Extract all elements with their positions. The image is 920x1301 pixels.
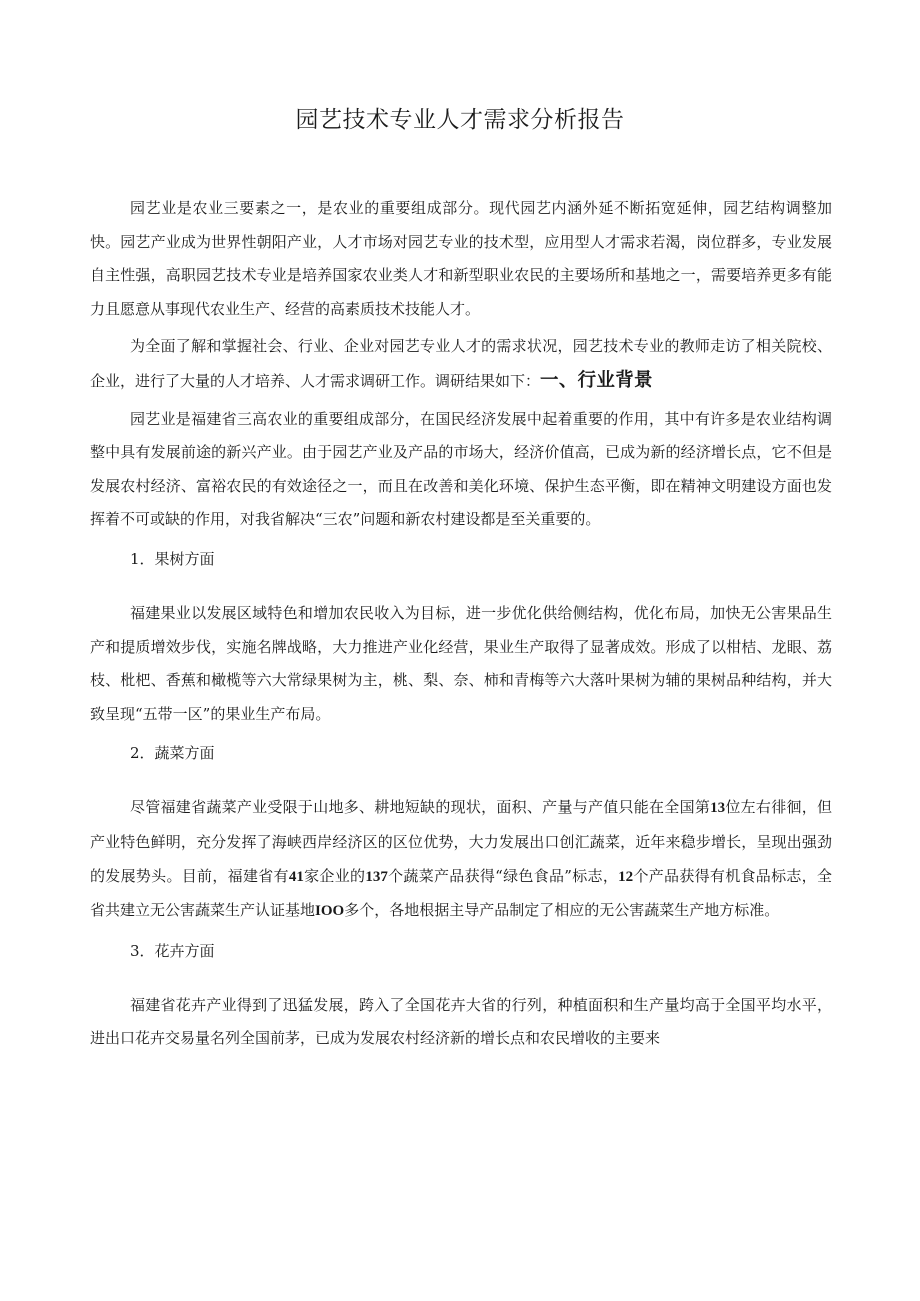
industry-paragraph: 园艺业是福建省三高农业的重要组成部分，在国民经济发展中起着重要的作用，其中有许多是农业结构调整中具有发展前途的新兴产业。由于园艺产业及产品的市场大，经济价值高，已成为新的经济增长点，它不但是发展农村经济、富裕农民的有效途径之一，而且在改善和美化环境、保护生态平衡，即在精神文明建设方面也发挥着不可或缺的作用，对我省解决“三农”问题和新农村建设都是至关重要的。 (90, 409, 832, 529)
survey-text: 为全面了解和掌握社会、行业、企业对园艺专业人才的需求状况，园艺技术专业的教师走访了相关院校、企业，进行了大量的人才培养、人才需求调研工作。调研结果如下： (90, 337, 832, 390)
veg-text-c: 家企业的 (303, 866, 366, 885)
veg-base-count: IOO (315, 903, 345, 920)
veg-text-f: 多个，各地根据主导产品制定了相应的无公害蔬菜生产地方标准。 (344, 901, 780, 920)
veg-organic-product-count: 12 (618, 868, 634, 885)
subsection-heading-fruit: 1．果树方面 (130, 549, 215, 568)
veg-text-a: 尽管福建省蔬菜产业受限于山地多、耕地短缺的现状，面积、产量与产值只能在全国第 (130, 798, 711, 817)
subsection-heading-flower: 3．花卉方面 (130, 941, 215, 960)
veg-company-count: 41 (288, 868, 304, 885)
veg-text-b: 位左右徘徊，但产业特色鲜明，充分发挥了海峡西岸经济区的区位优势，大力发展出口创汇蔬菜，近年来稳步增长，呈现出强劲的发展势头。目前，福建省有 (90, 798, 832, 885)
page-title: 园艺技术专业人才需求分析报告 (295, 107, 625, 133)
veg-green-product-count: 137 (365, 868, 388, 885)
survey-paragraph (90, 330, 832, 398)
intro-paragraph: 园艺业是农业三要素之一，是农业的重要组成部分。现代园艺内涵外延不断拓宽延伸，园艺结构调整加快。园艺产业成为世界性朝阳产业，人才市场对园艺专业的技术型，应用型人才需求若渴，岗位群多，专业发展自主性强，高职园艺技术专业是培养国家农业类人才和新型职业农民的主要场所和基地之一，需要培养更多有能力且愿意从事现代农业生产、经营的高素质技术技能人才。 (90, 199, 832, 318)
vegetable-paragraph (90, 791, 832, 928)
fruit-paragraph: 福建果业以发展区域特色和增加农民收入为目标，进一步优化供给侧结构，优化布局，加快无公害果品生产和提质增效步伐，实施名牌战略，大力推进产业化经营，果业生产取得了显著成效。形成了以柑桔、龙眼、荔枝、枇杷、香蕉和橄榄等六大常绿果树为主，桃、梨、奈、柿和青梅等六大落叶果树为辅的果树品种结构，并大致呈现“五带一区”的果业生产布局。 (90, 603, 832, 723)
document-body (90, 192, 832, 1056)
veg-text-e: 个产品获得有机食品标志，全省共建立无公害蔬菜生产认证基地 (90, 866, 832, 920)
flower-paragraph: 福建省花卉产业得到了迅猛发展，跨入了全国花卉大省的行列，种植面积和生产量均高于全国平均水平，进出口花卉交易量名列全国前茅，已成为发展农村经济新的增长点和农民增收的主要来 (90, 995, 832, 1048)
veg-rank-number: 13 (710, 800, 726, 817)
veg-text-d: 个蔬菜产品获得“绿色食品”标志， (387, 866, 619, 885)
section-heading-industry-background: 一、行业背景 (540, 369, 653, 391)
subsection-heading-vegetable: 2．蔬菜方面 (130, 744, 215, 763)
